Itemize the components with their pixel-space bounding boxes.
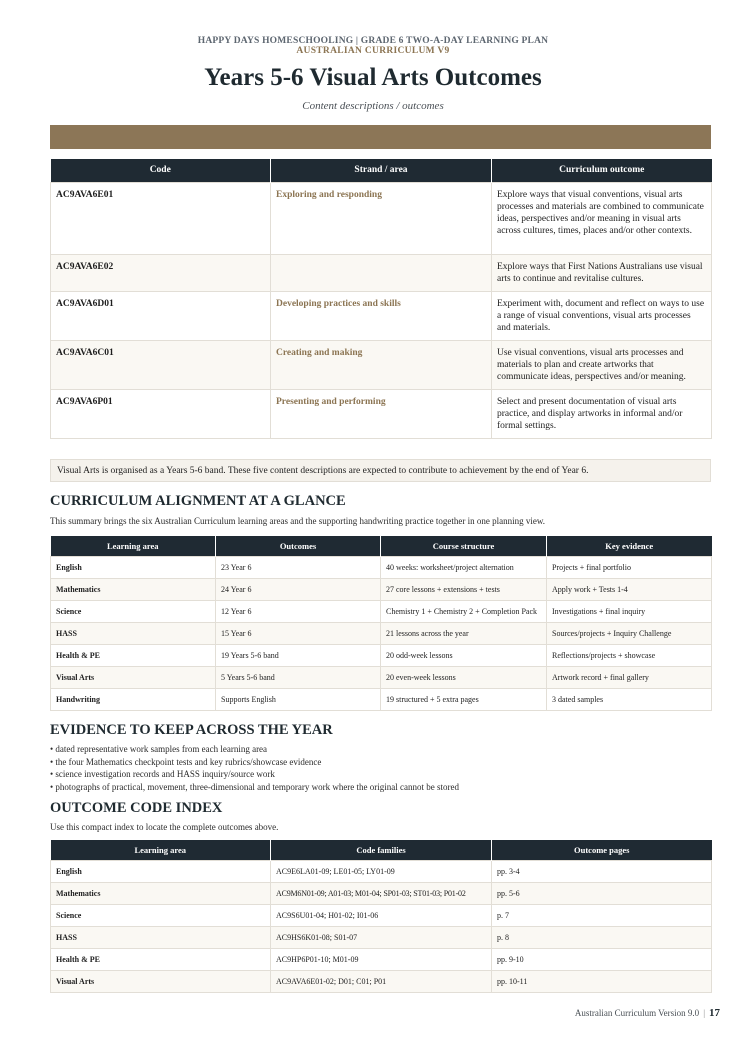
table-row bbox=[51, 182, 712, 254]
table-row bbox=[51, 578, 712, 600]
outcome-code: AC9AVA6E02 bbox=[51, 254, 271, 291]
table-row bbox=[51, 622, 712, 644]
learning-area: HASS bbox=[51, 622, 216, 644]
table-row bbox=[51, 926, 712, 948]
table-row bbox=[51, 688, 712, 710]
alignment-title: CURRICULUM ALIGNMENT AT A GLANCE bbox=[50, 493, 346, 509]
header-strand: Strand / area bbox=[271, 159, 492, 182]
band-note: Visual Arts is organised as a Years 5-6 band. These five content descriptions are expected to contribute to achievement by the end of Year 6. bbox=[50, 459, 711, 482]
code-families: AC9M6N01-09; A01-03; M01-04; SP01-03; ST01-03; P01-02 bbox=[271, 882, 492, 904]
list-item: • photographs of practical, movement, three-dimensional and temporary work where the original cannot be stored bbox=[50, 781, 460, 792]
footer-separator: | bbox=[703, 1008, 705, 1018]
outcome-pages: pp. 9-10 bbox=[492, 948, 712, 970]
table-row bbox=[51, 882, 712, 904]
outcome-count: 19 Years 5-6 band bbox=[216, 644, 381, 666]
outcome-text: Experiment with, document and reflect on ways to use a range of visual conventions, visual arts processes and materials. bbox=[492, 291, 712, 340]
outcome-text: Explore ways that First Nations Australians use visual arts to continue and revitalise cultures. bbox=[492, 254, 712, 291]
footer-text: Australian Curriculum Version 9.0 bbox=[574, 1008, 700, 1018]
course-structure: 20 odd-week lessons bbox=[381, 644, 547, 666]
learning-area: English bbox=[51, 860, 271, 882]
alignment-table bbox=[50, 536, 712, 711]
outcome-count: 5 Years 5-6 band bbox=[216, 666, 381, 688]
key-evidence: Sources/projects + Inquiry Challenge bbox=[547, 622, 712, 644]
table-row bbox=[51, 556, 712, 578]
outcome-strand: Presenting and performing bbox=[271, 389, 492, 438]
key-evidence: Artwork record + final gallery bbox=[547, 666, 712, 688]
code-families: AC9S6U01-04; H01-02; I01-06 bbox=[271, 904, 492, 926]
outcome-code: AC9AVA6P01 bbox=[51, 389, 271, 438]
outcome-count: 12 Year 6 bbox=[216, 600, 381, 622]
code-families: AC9AVA6E01-02; D01; C01; P01 bbox=[271, 970, 492, 992]
page-footer bbox=[575, 1007, 720, 1019]
learning-area: HASS bbox=[51, 926, 271, 948]
learning-area: Visual Arts bbox=[51, 666, 216, 688]
outcome-text: Explore ways that visual conventions, visual arts processes and materials are combined to communicate ideas, perspectives and/or meaning in visual arts across cultures, times, places and/or other contexts. bbox=[492, 182, 712, 254]
outcome-count: 23 Year 6 bbox=[216, 556, 381, 578]
outcome-strand: Developing practices and skills bbox=[271, 291, 492, 340]
learning-area: Visual Arts bbox=[51, 970, 271, 992]
table-row bbox=[51, 340, 712, 389]
page-header bbox=[0, 36, 746, 113]
learning-area: Mathematics bbox=[51, 882, 271, 904]
outcome-pages: p. 7 bbox=[492, 904, 712, 926]
outcome-count: 24 Year 6 bbox=[216, 578, 381, 600]
learning-area: Health & PE bbox=[51, 644, 216, 666]
header-code-families: Code families bbox=[271, 840, 492, 860]
outcomes-table-header bbox=[51, 159, 712, 182]
table-row bbox=[51, 860, 712, 882]
outcome-pages: pp. 10-11 bbox=[492, 970, 712, 992]
header-outcomes: Outcomes bbox=[216, 536, 381, 556]
key-evidence: Apply work + Tests 1-4 bbox=[547, 578, 712, 600]
alignment-intro: This summary brings the six Australian Curriculum learning areas and the supporting handwriting practice together in one planning view. bbox=[50, 516, 546, 526]
course-structure: Chemistry 1 + Chemistry 2 + Completion Pack bbox=[381, 600, 547, 622]
header-code: Code bbox=[51, 159, 271, 182]
code-families: AC9E6LA01-09; LE01-05; LY01-09 bbox=[271, 860, 492, 882]
list-item: • the four Mathematics checkpoint tests and key rubrics/showcase evidence bbox=[50, 756, 322, 767]
outcome-strand: Creating and making bbox=[271, 340, 492, 389]
learning-area: English bbox=[51, 556, 216, 578]
key-evidence: 3 dated samples bbox=[547, 688, 712, 710]
header-learning-area: Learning area bbox=[51, 840, 271, 860]
outcome-count: Supports English bbox=[216, 688, 381, 710]
course-structure: 19 structured + 5 extra pages bbox=[381, 688, 547, 710]
page-title: Years 5-6 Visual Arts Outcomes bbox=[204, 64, 542, 91]
outcome-text: Select and present documentation of visual arts practice, and display artworks in informal and/or formal settings. bbox=[492, 389, 712, 438]
learning-area: Science bbox=[51, 904, 271, 926]
header-course-structure: Course structure bbox=[381, 536, 547, 556]
evidence-title: EVIDENCE TO KEEP ACROSS THE YEAR bbox=[50, 722, 333, 738]
code-index-intro: Use this compact index to locate the complete outcomes above. bbox=[50, 822, 279, 832]
header-key-evidence: Key evidence bbox=[547, 536, 712, 556]
code-families: AC9HP6P01-10; M01-09 bbox=[271, 948, 492, 970]
outcome-text: Use visual conventions, visual arts processes and materials to plan and create artworks that communicate ideas, perspectives and/or meaning. bbox=[492, 340, 712, 389]
table-row bbox=[51, 291, 712, 340]
outcome-code: AC9AVA6C01 bbox=[51, 340, 271, 389]
table-row bbox=[51, 389, 712, 438]
accent-bar bbox=[50, 125, 711, 149]
course-structure: 20 even-week lessons bbox=[381, 666, 547, 688]
learning-area: Handwriting bbox=[51, 688, 216, 710]
table-row bbox=[51, 948, 712, 970]
list-item: • dated representative work samples from each learning area bbox=[50, 744, 268, 754]
outcome-strand bbox=[271, 254, 492, 291]
outcome-count: 15 Year 6 bbox=[216, 622, 381, 644]
course-structure: 40 weeks: worksheet/project alternation bbox=[381, 556, 547, 578]
header-curriculum: AUSTRALIAN CURRICULUM V9 bbox=[296, 46, 450, 56]
table-row bbox=[51, 644, 712, 666]
outcome-strand: Exploring and responding bbox=[271, 182, 492, 254]
evidence-list bbox=[50, 743, 711, 793]
code-index-title: OUTCOME CODE INDEX bbox=[50, 800, 223, 816]
page-number: 17 bbox=[709, 1007, 720, 1019]
code-index-table bbox=[50, 840, 712, 993]
alignment-table-header bbox=[51, 536, 712, 556]
course-structure: 27 core lessons + extensions + tests bbox=[381, 578, 547, 600]
course-structure: 21 lessons across the year bbox=[381, 622, 547, 644]
outcome-pages: pp. 5-6 bbox=[492, 882, 712, 904]
page-subtitle: Content descriptions / outcomes bbox=[302, 100, 444, 112]
table-row bbox=[51, 970, 712, 992]
outcome-pages: p. 8 bbox=[492, 926, 712, 948]
header-organisation: HAPPY DAYS HOMESCHOOLING | GRADE 6 TWO-A-DAY LEARNING PLAN bbox=[197, 36, 549, 46]
key-evidence: Investigations + final inquiry bbox=[547, 600, 712, 622]
learning-area: Health & PE bbox=[51, 948, 271, 970]
outcome-pages: pp. 3-4 bbox=[492, 860, 712, 882]
list-item: • science investigation records and HASS inquiry/source work bbox=[50, 769, 275, 779]
outcomes-table bbox=[50, 159, 712, 439]
header-outcome: Curriculum outcome bbox=[492, 159, 712, 182]
code-index-table-header bbox=[51, 840, 712, 860]
outcome-code: AC9AVA6E01 bbox=[51, 182, 271, 254]
header-learning-area: Learning area bbox=[51, 536, 216, 556]
header-outcome-pages: Outcome pages bbox=[492, 840, 712, 860]
code-families: AC9HS6K01-08; S01-07 bbox=[271, 926, 492, 948]
learning-area: Science bbox=[51, 600, 216, 622]
key-evidence: Projects + final portfolio bbox=[547, 556, 712, 578]
table-row bbox=[51, 666, 712, 688]
table-row bbox=[51, 600, 712, 622]
key-evidence: Reflections/projects + showcase bbox=[547, 644, 712, 666]
learning-area: Mathematics bbox=[51, 578, 216, 600]
table-row bbox=[51, 254, 712, 291]
table-row bbox=[51, 904, 712, 926]
outcome-code: AC9AVA6D01 bbox=[51, 291, 271, 340]
